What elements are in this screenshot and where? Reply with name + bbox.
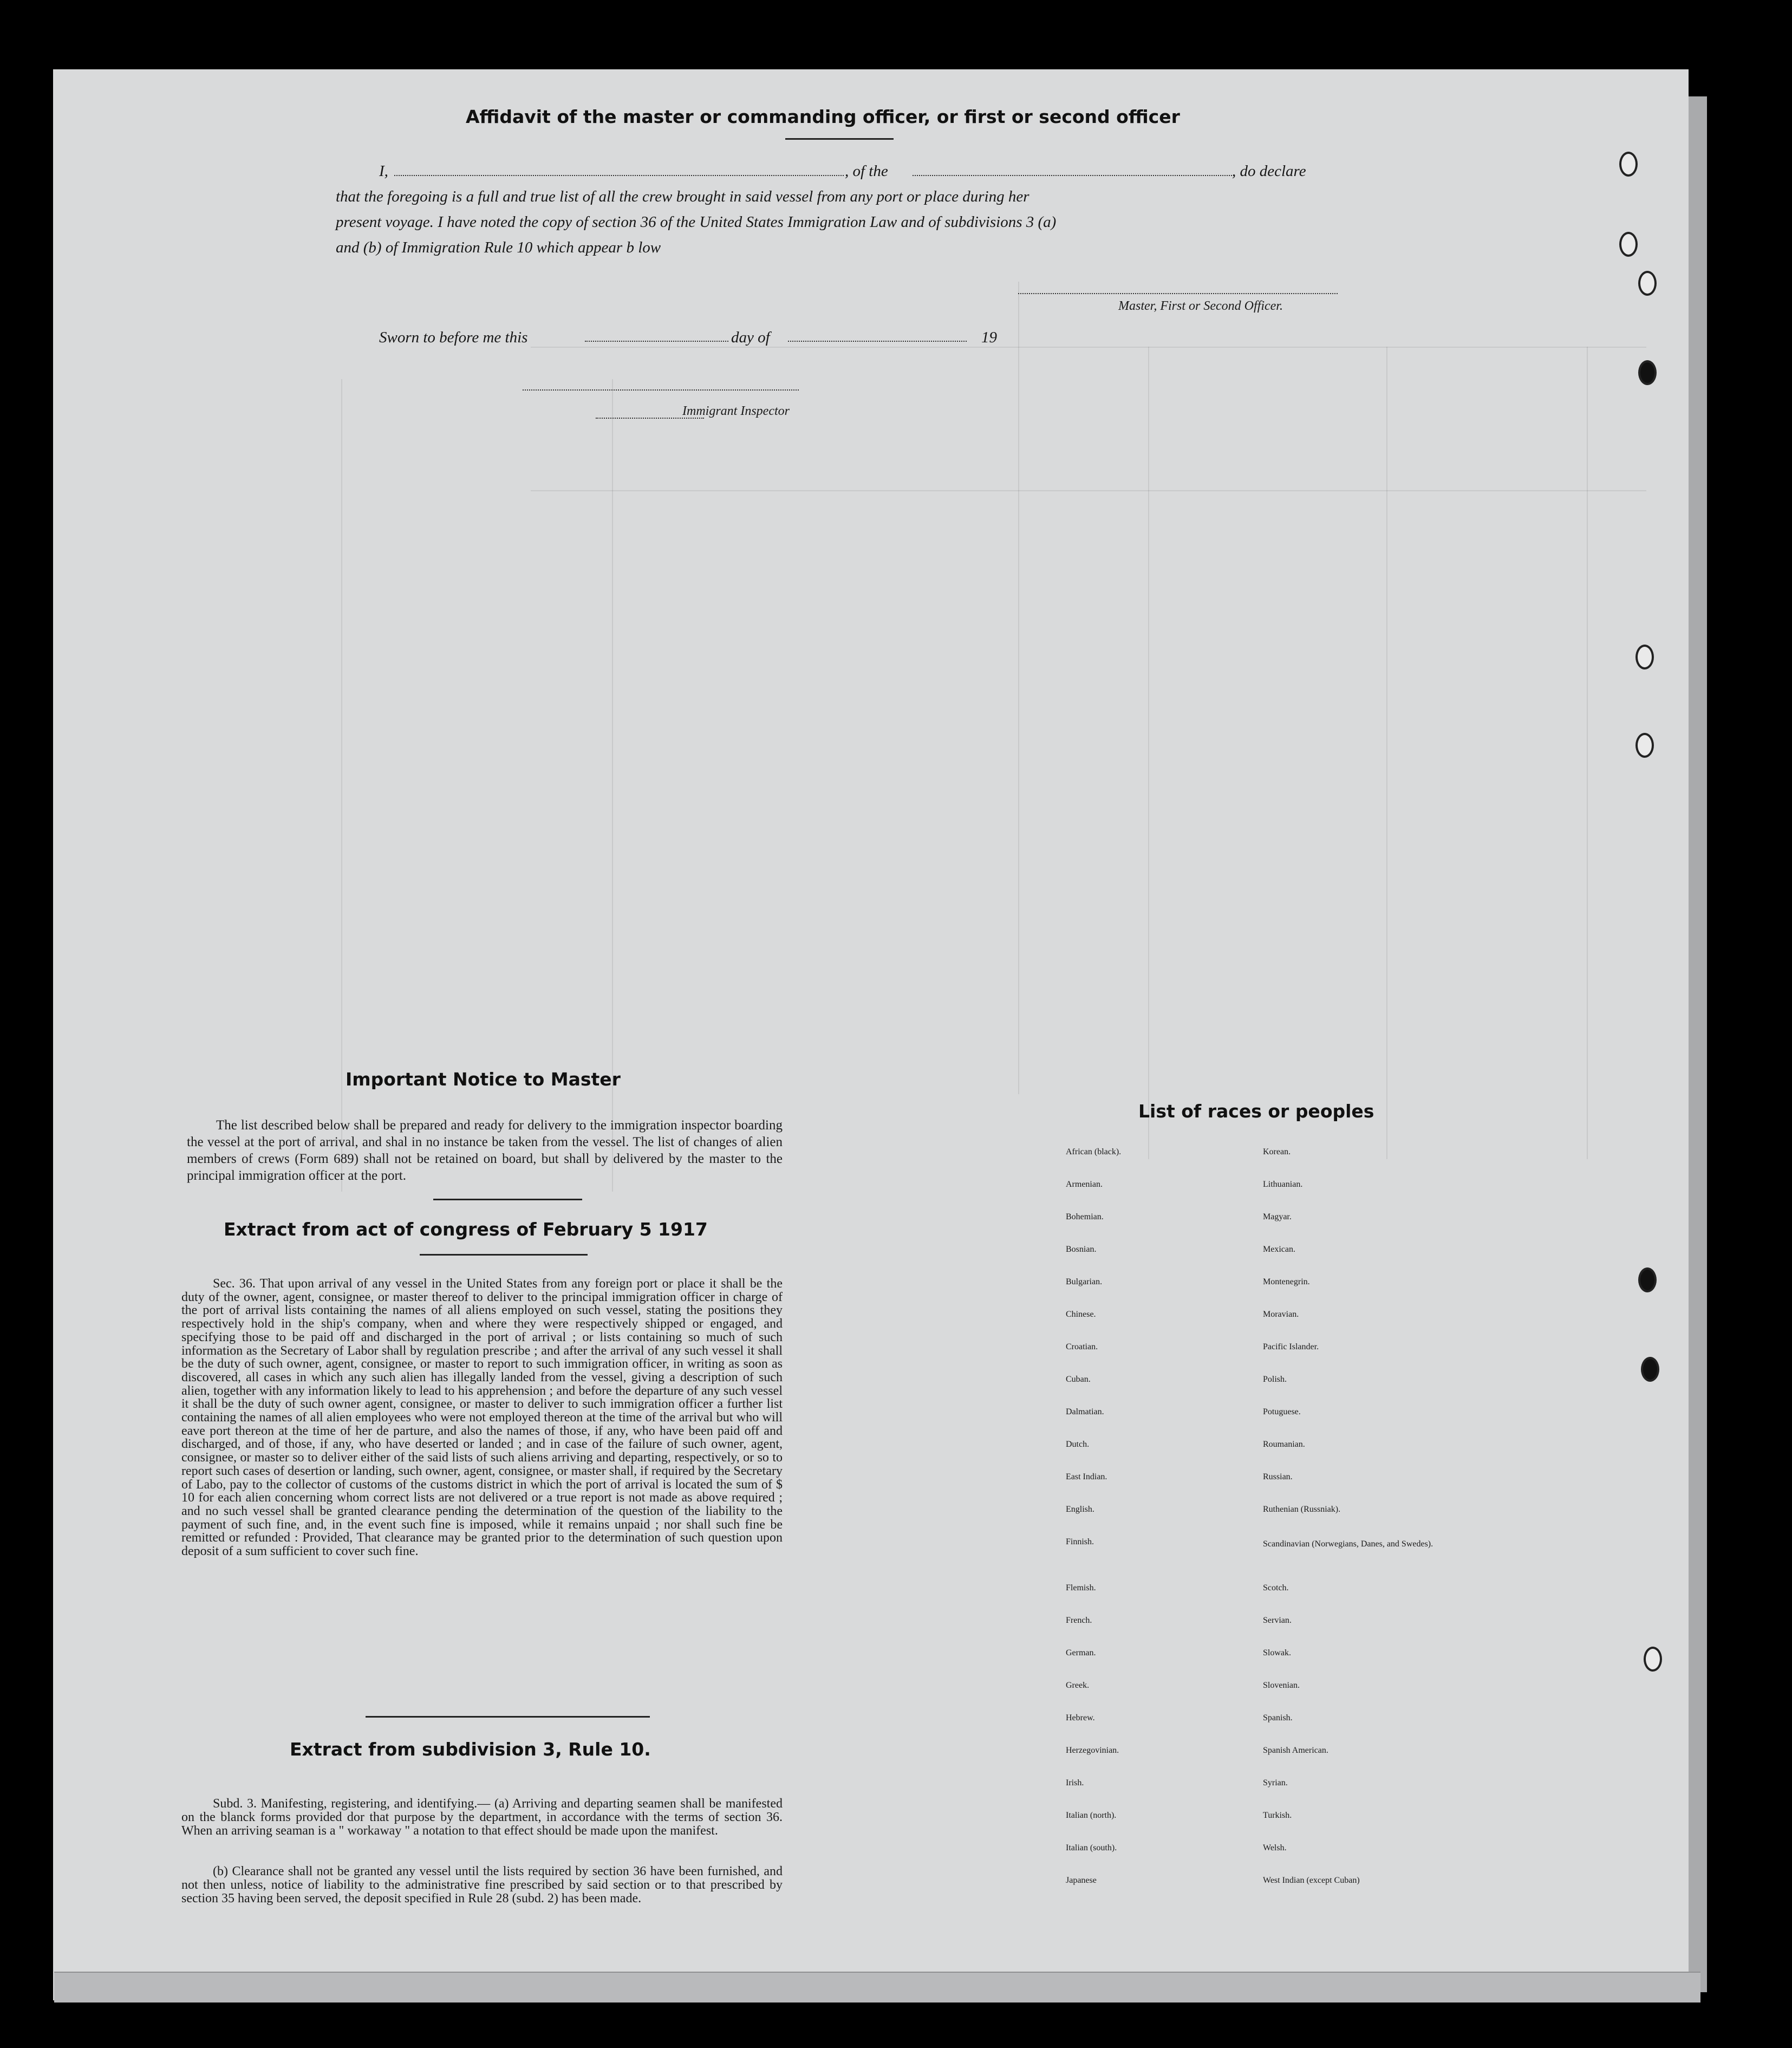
affidavit-do-declare: , do declare bbox=[1232, 162, 1306, 180]
race-item-right: Spanish American. bbox=[1263, 1746, 1328, 1755]
race-item-left: Chinese. bbox=[1066, 1310, 1096, 1319]
extract-act-rule bbox=[420, 1254, 588, 1256]
binder-hole-icon bbox=[1635, 645, 1654, 669]
ghost-row-line bbox=[531, 490, 1646, 491]
binder-hole-icon bbox=[1635, 733, 1654, 758]
page-bottom-edge bbox=[54, 1972, 1700, 2003]
ghost-column-line bbox=[1587, 347, 1588, 1159]
affidavit-line-3: present voyage. I have noted the copy of section 36 of the United States Immigration Law and of subdivisions 3 (a) bbox=[336, 213, 1057, 231]
race-item-left: French. bbox=[1066, 1616, 1092, 1625]
race-item-right: West Indian (except Cuban) bbox=[1263, 1876, 1360, 1885]
race-item-right: Lithuanian. bbox=[1263, 1180, 1303, 1189]
affidavit-title-rule bbox=[785, 138, 894, 140]
ghost-column-line bbox=[1386, 347, 1387, 1159]
race-item-left: German. bbox=[1066, 1648, 1096, 1657]
extract-rule-text-a: Subd. 3. Manifesting, registering, and identifying.— (a) Arriving and departing seamen shall be manifested on the blanck forms provided dor that purpose by the department, in accordance with the terms of section 36. When an arriving seaman is a " workaway " a notation to that effect should be made upon the manifest. bbox=[181, 1797, 783, 1838]
notice-title: Important Notice to Master bbox=[346, 1069, 621, 1090]
race-item-left: Croatian. bbox=[1066, 1342, 1098, 1351]
name-blank[interactable] bbox=[394, 174, 844, 176]
race-item-left: Bosnian. bbox=[1066, 1245, 1097, 1254]
binder-hole-icon bbox=[1638, 271, 1657, 296]
races-title: List of races or peoples bbox=[1138, 1101, 1374, 1122]
race-item-right: Montenegrin. bbox=[1263, 1277, 1310, 1286]
race-item-right: Pacific Islander. bbox=[1263, 1342, 1319, 1351]
race-item-right: Magyar. bbox=[1263, 1212, 1292, 1221]
race-item-left: Italian (north). bbox=[1066, 1811, 1117, 1820]
race-item-right: Korean. bbox=[1263, 1147, 1291, 1156]
race-item-left: Japanese bbox=[1066, 1876, 1097, 1885]
race-item-left: Dalmatian. bbox=[1066, 1407, 1104, 1416]
extract-act-end-rule bbox=[366, 1716, 650, 1718]
race-item-right: Servian. bbox=[1263, 1616, 1292, 1625]
document-page bbox=[53, 69, 1689, 2000]
ghost-column-line bbox=[1018, 282, 1019, 1094]
race-item-right: Syrian. bbox=[1263, 1778, 1288, 1787]
race-item-left: Bulgarian. bbox=[1066, 1277, 1103, 1286]
notice-rule bbox=[433, 1199, 582, 1200]
race-item-right: Moravian. bbox=[1263, 1310, 1299, 1319]
extract-act-title: Extract from act of congress of February 5 1917 bbox=[224, 1219, 708, 1240]
affidavit-of-the: , of the bbox=[845, 162, 888, 180]
affidavit-line-2: that the foregoing is a full and true list of all the crew brought in said vessel from any port or place during her bbox=[336, 188, 1029, 205]
race-item-right: Slowak. bbox=[1263, 1648, 1291, 1657]
sworn-month-blank[interactable] bbox=[788, 340, 967, 342]
extract-rule-text-b: (b) Clearance shall not be granted any vessel until the lists required by section 36 have been furnished, and not then unless, notice of liability to the administrative fine prescribed by said section or to that prescribed by section 35 having been served, the deposit specified in Rule 28 (subd. 2) has been made. bbox=[181, 1864, 783, 1906]
sworn-year-prefix: 19 bbox=[981, 329, 997, 346]
race-item-left: Armenian. bbox=[1066, 1180, 1103, 1189]
race-item-left: Hebrew. bbox=[1066, 1713, 1095, 1722]
race-item-right: Slovenian. bbox=[1263, 1681, 1300, 1690]
sworn-day-blank[interactable] bbox=[585, 340, 728, 342]
race-item-left: Italian (south). bbox=[1066, 1843, 1117, 1852]
affidavit-line-4: and (b) of Immigration Rule 10 which appear b low bbox=[336, 239, 661, 256]
race-item-left: Flemish. bbox=[1066, 1583, 1096, 1592]
notice-text: The list described below shall be prepared and ready for delivery to the immigration inspector boarding the vessel at the port of arrival, and shal in no instance be taken from the vessel. The list of changes of alien members of crews (Form 689) shall not be retained on board, but shall by delivered by the master to the principal immigration officer at the port. bbox=[187, 1118, 783, 1183]
race-item-right: Spanish. bbox=[1263, 1713, 1293, 1722]
race-item-left: African (black). bbox=[1066, 1147, 1122, 1156]
inspector-label: Immigrant Inspector bbox=[682, 404, 790, 418]
extract-act-text: Sec. 36. That upon arrival of any vessel in the United States from any foreign port or place it shall be the duty of the owner, agent, consignee, or master thereof to deliver to the principal immigration officer in charge of the port of arrival lists containing the names of all aliens employed on such vessel, stating the positions they respectively hold in the ship's company, when and where they were respectively shipped or engaged, and specifying those to be paid off and discharged in the port of arrival ; or lists containing so much of such information as the Secretary of Labor shall by regulation prescribe ; and after the arrival of any such vessel it shall be the duty of such owner, agent, consignee, or master to report to such immigration officer, in writing as soon as discovered, all cases in which any such alien has illegally landed from the vessel, giving a description of such alien, together with any information likely to lead to his apprehension ; and before the departure of any such vessel it shall be the duty of such owner agent, consignee, or master to deliver to such immigration officer a further list containing the names of all alien employees who were not employed thereon at the time of the arrival but who will eave port thereon at the time of her de parture, and also the names of those, if any, who have been paid off and discharged, and of those, if any, who have deserted or landed ; and in case of the failure of such owner, agent, consignee, or master so to deliver either of the said lists of such aliens arriving and departing, respectively, or so to report such cases of desertion or landing, such owner, agent, consignee, or master shall, if required by the Secretary of Labo, pay to the collector of customs of the customs district in which the port of arrival is located the sum of $ 10 for each alien concerning whom correct lists are not delivered or a true report is not made as above required ; and no such vessel shall be granted clearance pending the determination of the question of the liability to the payment of such fine, and, in the event such fine is imposed, while it remains unpaid ; nor shall such fine be remitted or refunded : Provided, That clearance may be granted prior to the determination of such question upon deposit of a sum sufficient to cover such fine. bbox=[181, 1277, 783, 1559]
affidavit-title: Affidavit of the master or commanding officer, or first or second officer bbox=[466, 106, 1180, 127]
signature-blank[interactable] bbox=[1018, 292, 1338, 294]
race-item-left: English. bbox=[1066, 1505, 1094, 1514]
signature-label: Master, First or Second Officer. bbox=[1118, 299, 1283, 313]
race-item-left: Cuban. bbox=[1066, 1375, 1091, 1384]
race-item-left: Bohemian. bbox=[1066, 1212, 1104, 1221]
extract-rule-title: Extract from subdivision 3, Rule 10. bbox=[290, 1739, 651, 1760]
ghost-column-line bbox=[1148, 347, 1149, 1159]
affidavit-i-label: I, bbox=[379, 162, 388, 180]
binder-hole-icon bbox=[1641, 1357, 1659, 1382]
race-item-left: Irish. bbox=[1066, 1778, 1084, 1787]
ghost-row-line bbox=[531, 347, 1646, 348]
race-item-right: Turkish. bbox=[1263, 1811, 1292, 1820]
race-item-right: Ruthenian (Russniak). bbox=[1263, 1505, 1341, 1514]
sworn-text: Sworn to before me this bbox=[379, 329, 528, 346]
inspector-signature-blank[interactable] bbox=[523, 389, 799, 391]
vessel-blank[interactable] bbox=[913, 174, 1232, 176]
race-item-right: Potuguese. bbox=[1263, 1407, 1301, 1416]
race-item-right: Mexican. bbox=[1263, 1245, 1295, 1254]
race-item-right: Welsh. bbox=[1263, 1843, 1287, 1852]
page-edge bbox=[1689, 96, 1707, 1992]
race-item-left: East Indian. bbox=[1066, 1472, 1107, 1481]
race-item-right: Scandinavian (Norwegians, Danes, and Swedes). bbox=[1263, 1539, 1433, 1549]
race-item-right: Roumanian. bbox=[1263, 1440, 1305, 1449]
binder-hole-icon bbox=[1638, 1267, 1657, 1292]
binder-hole-icon bbox=[1644, 1647, 1662, 1672]
race-item-left: Dutch. bbox=[1066, 1440, 1090, 1449]
binder-hole-icon bbox=[1638, 360, 1657, 385]
race-item-left: Finnish. bbox=[1066, 1537, 1094, 1546]
race-item-left: Greek. bbox=[1066, 1681, 1090, 1690]
race-item-right: Scotch. bbox=[1263, 1583, 1289, 1592]
binder-hole-icon bbox=[1619, 232, 1638, 257]
ghost-column-line bbox=[341, 379, 342, 1192]
race-item-right: Russian. bbox=[1263, 1472, 1293, 1481]
sworn-day-of: day of bbox=[731, 329, 770, 346]
race-item-left: Herzegovinian. bbox=[1066, 1746, 1119, 1755]
binder-hole-icon bbox=[1619, 152, 1638, 177]
race-item-right: Polish. bbox=[1263, 1375, 1287, 1384]
